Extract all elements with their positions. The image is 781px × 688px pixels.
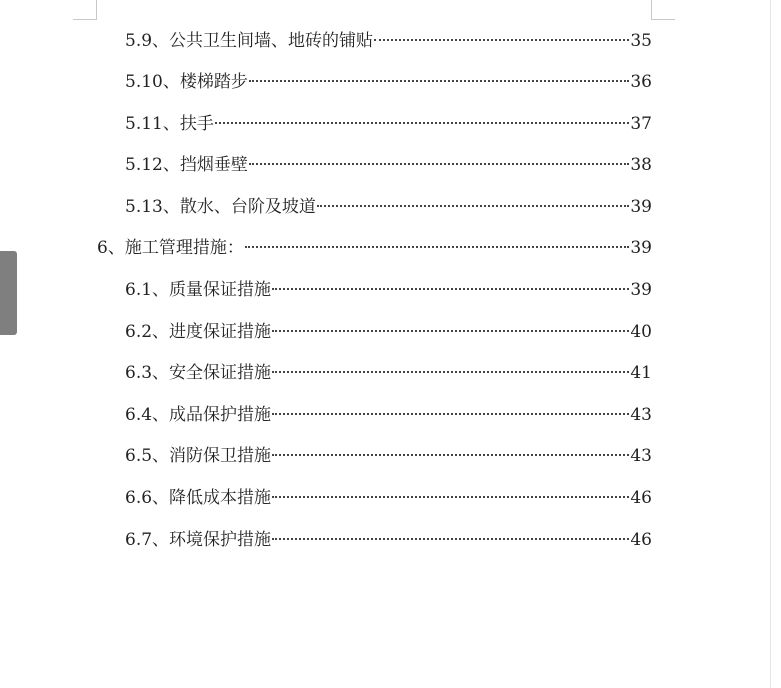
toc-entry-page: 37 (630, 114, 652, 134)
toc-entry-page: 35 (630, 31, 652, 51)
toc-dot-leader (272, 330, 629, 332)
toc-dot-leader (249, 163, 630, 165)
toc-entry[interactable] (125, 361, 652, 385)
toc-entry[interactable] (125, 528, 652, 552)
toc-dot-leader (272, 413, 629, 415)
toc-entry[interactable] (125, 70, 652, 94)
toc-entry-label: 6.3、安全保证措施 (125, 363, 272, 383)
toc-entry-page: 41 (630, 363, 652, 383)
toc-entry[interactable] (125, 320, 652, 344)
toc-entry-label: 6.5、消防保卫措施 (125, 446, 272, 466)
toc-entry-label: 6.2、进度保证措施 (125, 322, 272, 342)
toc-dot-leader (245, 246, 630, 248)
toc-entry-page: 46 (630, 488, 652, 508)
toc-entry-page: 40 (630, 322, 652, 342)
toc-entry[interactable] (125, 444, 652, 468)
toc-dot-leader (272, 538, 629, 540)
side-panel-handle[interactable] (0, 251, 17, 335)
toc-entry-label: 5.11、扶手 (125, 114, 214, 134)
toc-entry-label: 6.7、环境保护措施 (125, 530, 272, 550)
toc-entry-label: 5.13、散水、台阶及坡道 (125, 197, 316, 217)
toc-entry-label: 5.12、挡烟垂壁 (125, 155, 248, 175)
toc-entry-label: 6.4、成品保护措施 (125, 405, 272, 425)
crop-mark-right (651, 0, 652, 19)
toc-dot-leader (272, 288, 629, 290)
toc-entry-page: 43 (630, 405, 652, 425)
toc-entry[interactable] (125, 486, 652, 510)
toc-entry-page: 39 (630, 238, 652, 258)
toc-entry-page: 46 (630, 530, 652, 550)
toc-entry-page: 43 (630, 446, 652, 466)
toc-entry-page: 38 (630, 155, 652, 175)
toc-entry-chapter[interactable] (97, 236, 652, 260)
toc-dot-leader (215, 122, 630, 124)
toc-entry-page: 36 (630, 72, 652, 92)
toc-entry[interactable] (125, 195, 652, 219)
toc-entry[interactable] (125, 278, 652, 302)
toc-entry-page: 39 (630, 280, 652, 300)
crop-mark-left (96, 0, 97, 19)
toc-dot-leader (374, 39, 629, 41)
vertical-scrollbar[interactable] (770, 0, 781, 688)
toc-dot-leader (272, 496, 629, 498)
toc-entry-label: 6.1、质量保证措施 (125, 280, 272, 300)
toc-entry[interactable] (125, 153, 652, 177)
toc-dot-leader (272, 454, 629, 456)
toc-dot-leader (272, 371, 629, 373)
toc-dot-leader (317, 205, 630, 207)
crop-mark-right-horizontal (651, 19, 675, 20)
crop-mark-left-horizontal (73, 19, 97, 20)
toc-entry[interactable] (125, 29, 652, 53)
toc-dot-leader (249, 80, 630, 82)
toc-entry[interactable] (125, 112, 652, 136)
toc-entry-label: 6.6、降低成本措施 (125, 488, 272, 508)
toc-entry-label: 6、施工管理措施： (97, 238, 244, 258)
toc-entry-label: 5.10、楼梯踏步 (125, 72, 248, 92)
toc-entry[interactable] (125, 403, 652, 427)
toc-entry-label: 5.9、公共卫生间墙、地砖的铺贴 (125, 31, 374, 51)
toc-entry-page: 39 (630, 197, 652, 217)
